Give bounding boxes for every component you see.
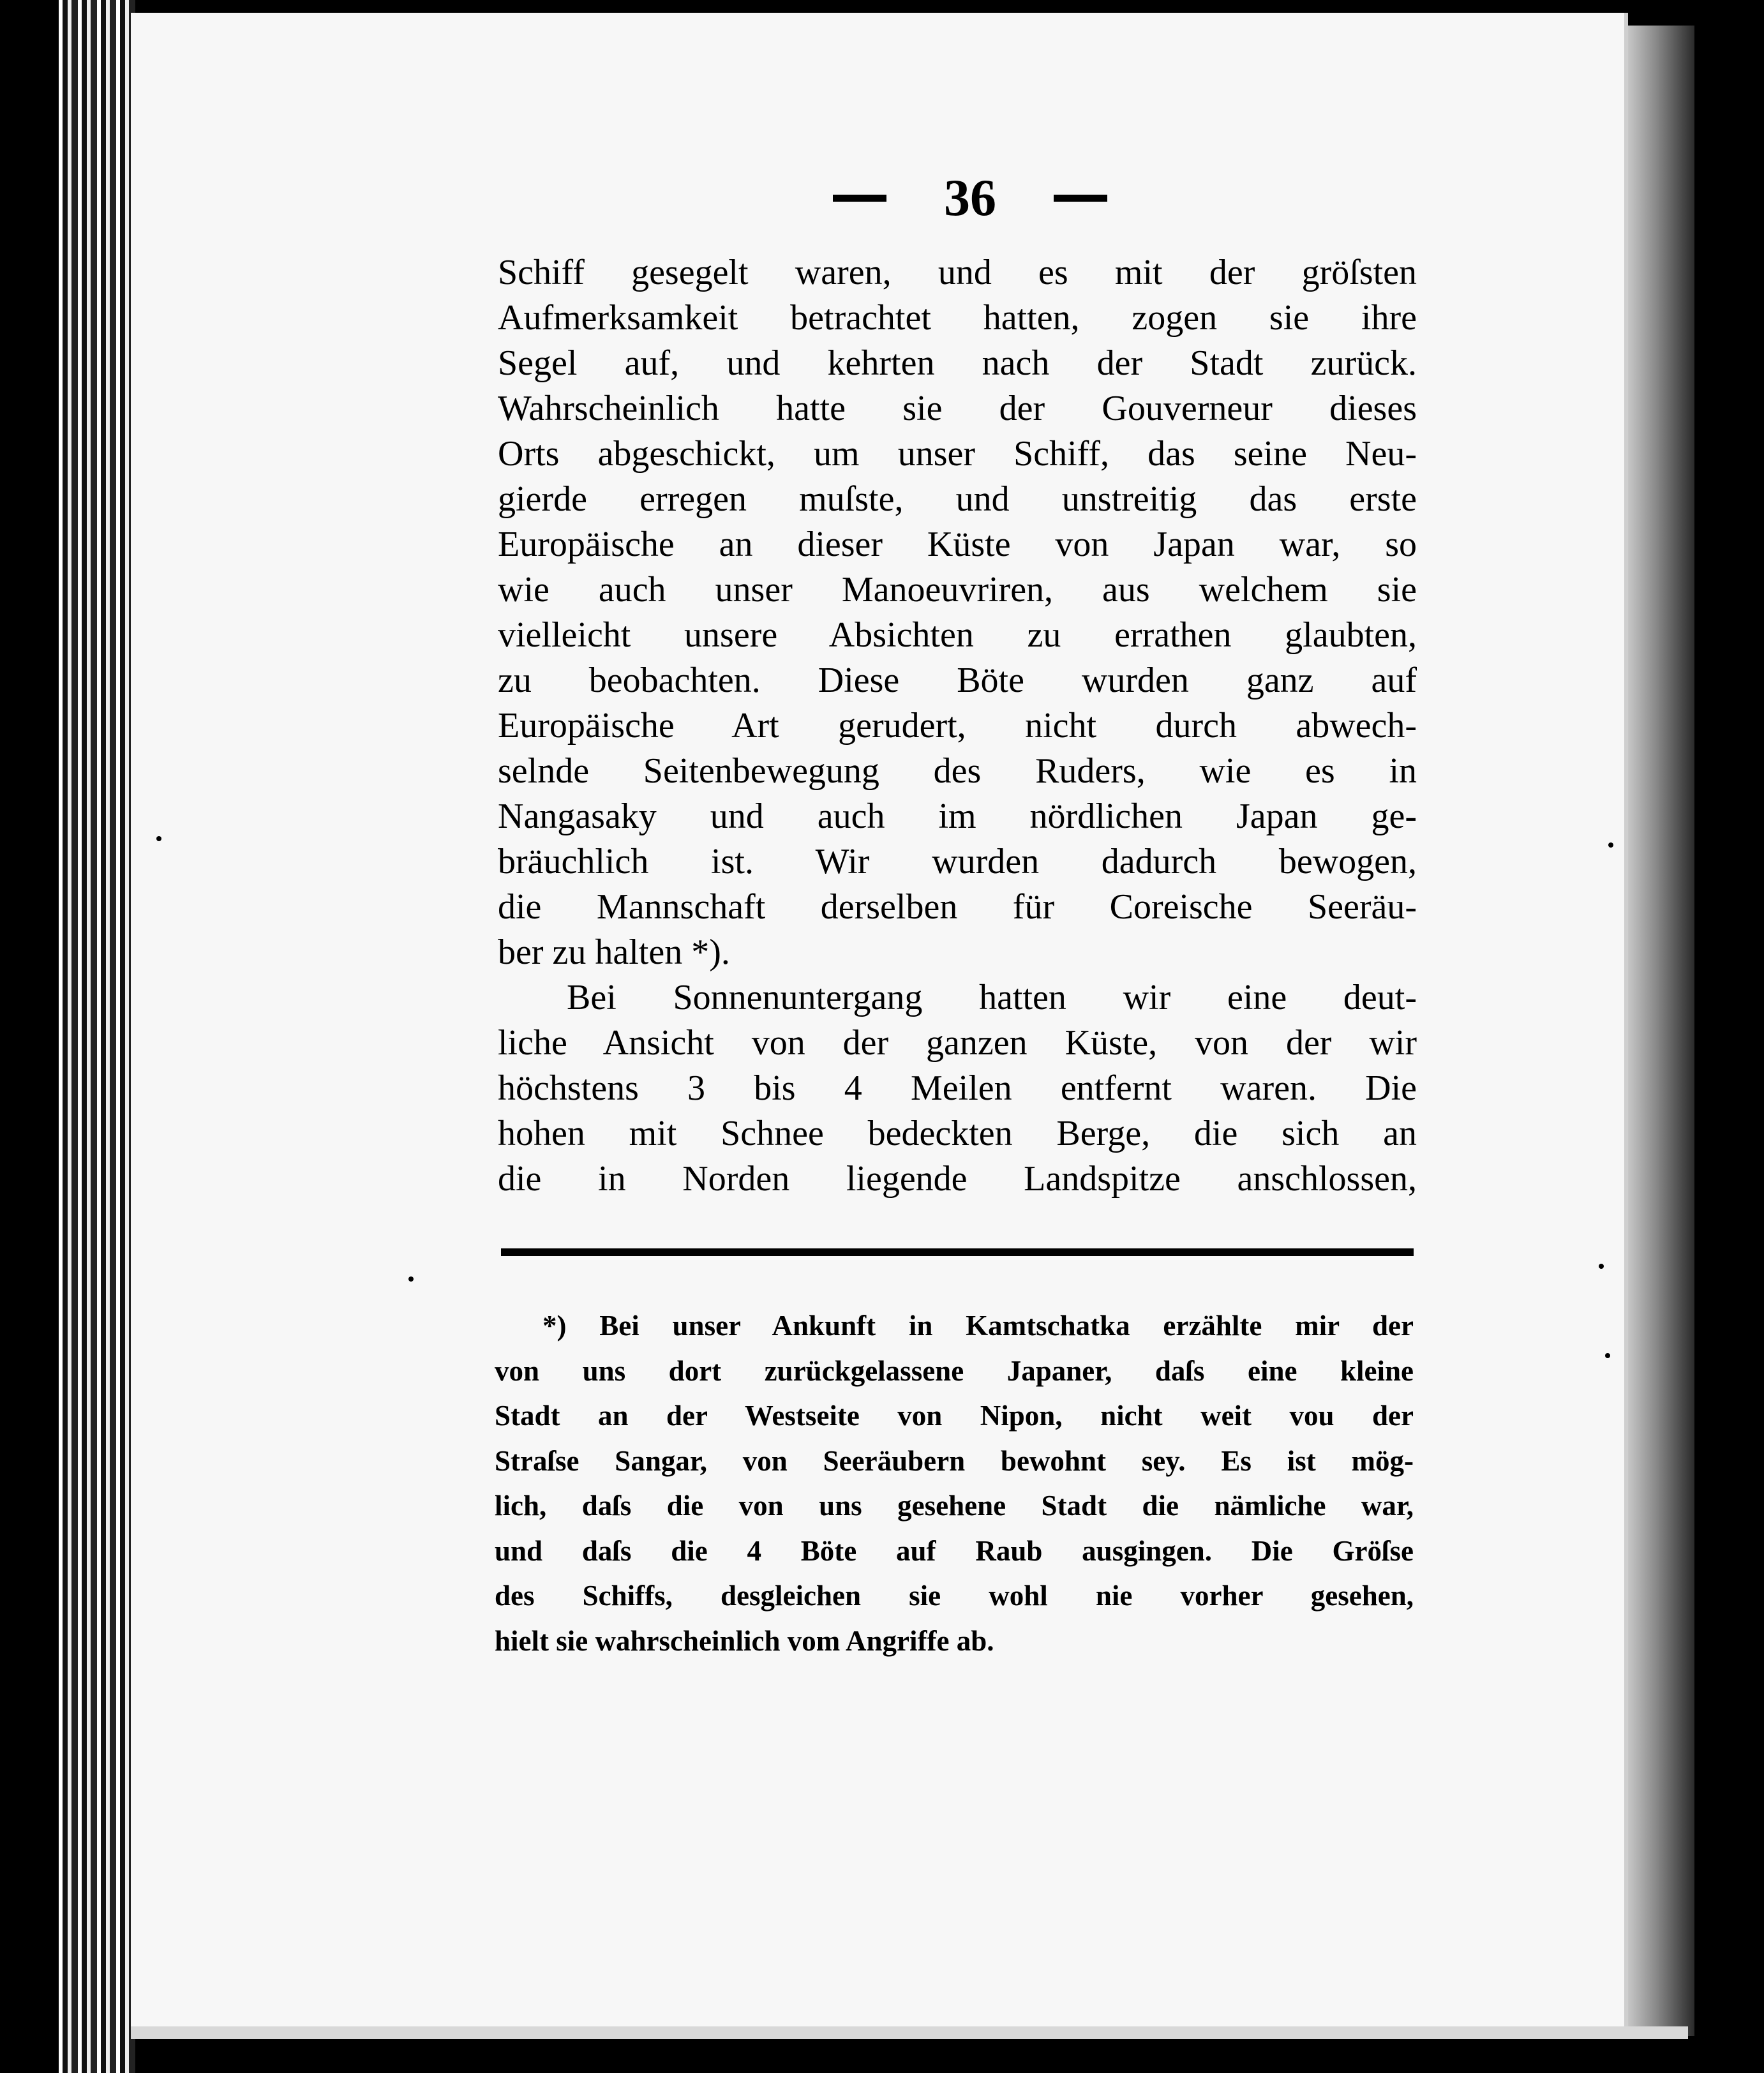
page-number: 36 [944,168,996,227]
body-text [498,250,1417,1202]
body-line: die in Norden liegende Landspitze anschlossen, [498,1159,1417,1199]
body-line: Schiff gesegelt waren, und es mit der gröſsten [498,253,1417,292]
header-dash-right [1054,195,1107,202]
body-line: Bei Sonnenuntergang hatten wir eine deut- [567,978,1417,1017]
body-line: vielleicht unsere Absichten zu errathen glaubten, [498,615,1417,655]
footnote-line: *) Bei unser Ankunft in Kamtschatka erzählte mir der [542,1310,1414,1342]
body-line: die Mannschaft derselben für Coreische Seeräu- [498,887,1417,927]
footnote-line: Stadt an der Westseite von Nipon, nicht weit vou der [495,1400,1414,1432]
body-line: bräuchlich ist. Wir wurden dadurch bewogen, [498,842,1417,881]
body-line: ber zu halten *). [498,932,730,972]
body-line: zu beobachten. Diese Böte wurden ganz auf [498,661,1417,700]
body-line: höchstens 3 bis 4 Meilen entfernt waren. Die [498,1068,1417,1108]
footnote-line: hielt sie wahrscheinlich vom Angriffe ab. [495,1624,994,1657]
body-line: Segel auf, und kehrten nach der Stadt zurück. [498,343,1417,383]
footnote-line: lich, daſs die von uns gesehene Stadt die nämliche war, [495,1490,1414,1522]
header-dash-left [833,195,886,202]
footnote-line: von uns dort zurückgelassene Japaner, daſs eine kleine [495,1354,1414,1387]
book-page-edges [59,0,135,2073]
footnote [495,1303,1414,1663]
body-line: gierde erregen muſste, und unstreitig das erste [498,479,1417,519]
paper-speck [1605,1353,1610,1358]
body-line: Orts abgeschickt, um unser Schiff, das seine Neu- [498,434,1417,474]
body-line: selnde Seitenbewegung des Ruders, wie es in [498,751,1417,791]
paper-speck [156,836,161,841]
body-line: Aufmerksamkeit betrachtet hatten, zogen sie ihre [498,298,1417,338]
footnote-line: des Schiffs, desgleichen sie wohl nie vorher gesehen, [495,1580,1414,1612]
footnote-line: und daſs die 4 Böte auf Raub ausgingen. Die Gröſse [495,1534,1414,1567]
footnote-separator-rule [501,1248,1414,1256]
body-line: wie auch unser Manoeuvriren, aus welchem sie [498,570,1417,610]
body-line: liche Ansicht von der ganzen Küste, von der wir [498,1023,1417,1063]
body-line: hohen mit Schnee bedeckten Berge, die sich an [498,1114,1417,1153]
paper-speck [1599,1264,1604,1269]
paper-speck [408,1276,414,1282]
page-gutter-shadow [1624,26,1694,2036]
body-line: Wahrscheinlich hatte sie der Gouverneur dieses [498,389,1417,428]
body-line: Europäische Art gerudert, nicht durch abwech- [498,706,1417,745]
body-line: Nangasaky und auch im nördlichen Japan ge- [498,797,1417,836]
body-line: Europäische an dieser Küste von Japan war, so [498,525,1417,564]
page-bottom-edge [131,2026,1688,2039]
page-header [817,163,1123,233]
paper-speck [1608,842,1613,848]
footnote-line: Straſse Sangar, von Seeräubern bewohnt sey. Es ist mög- [495,1444,1414,1477]
